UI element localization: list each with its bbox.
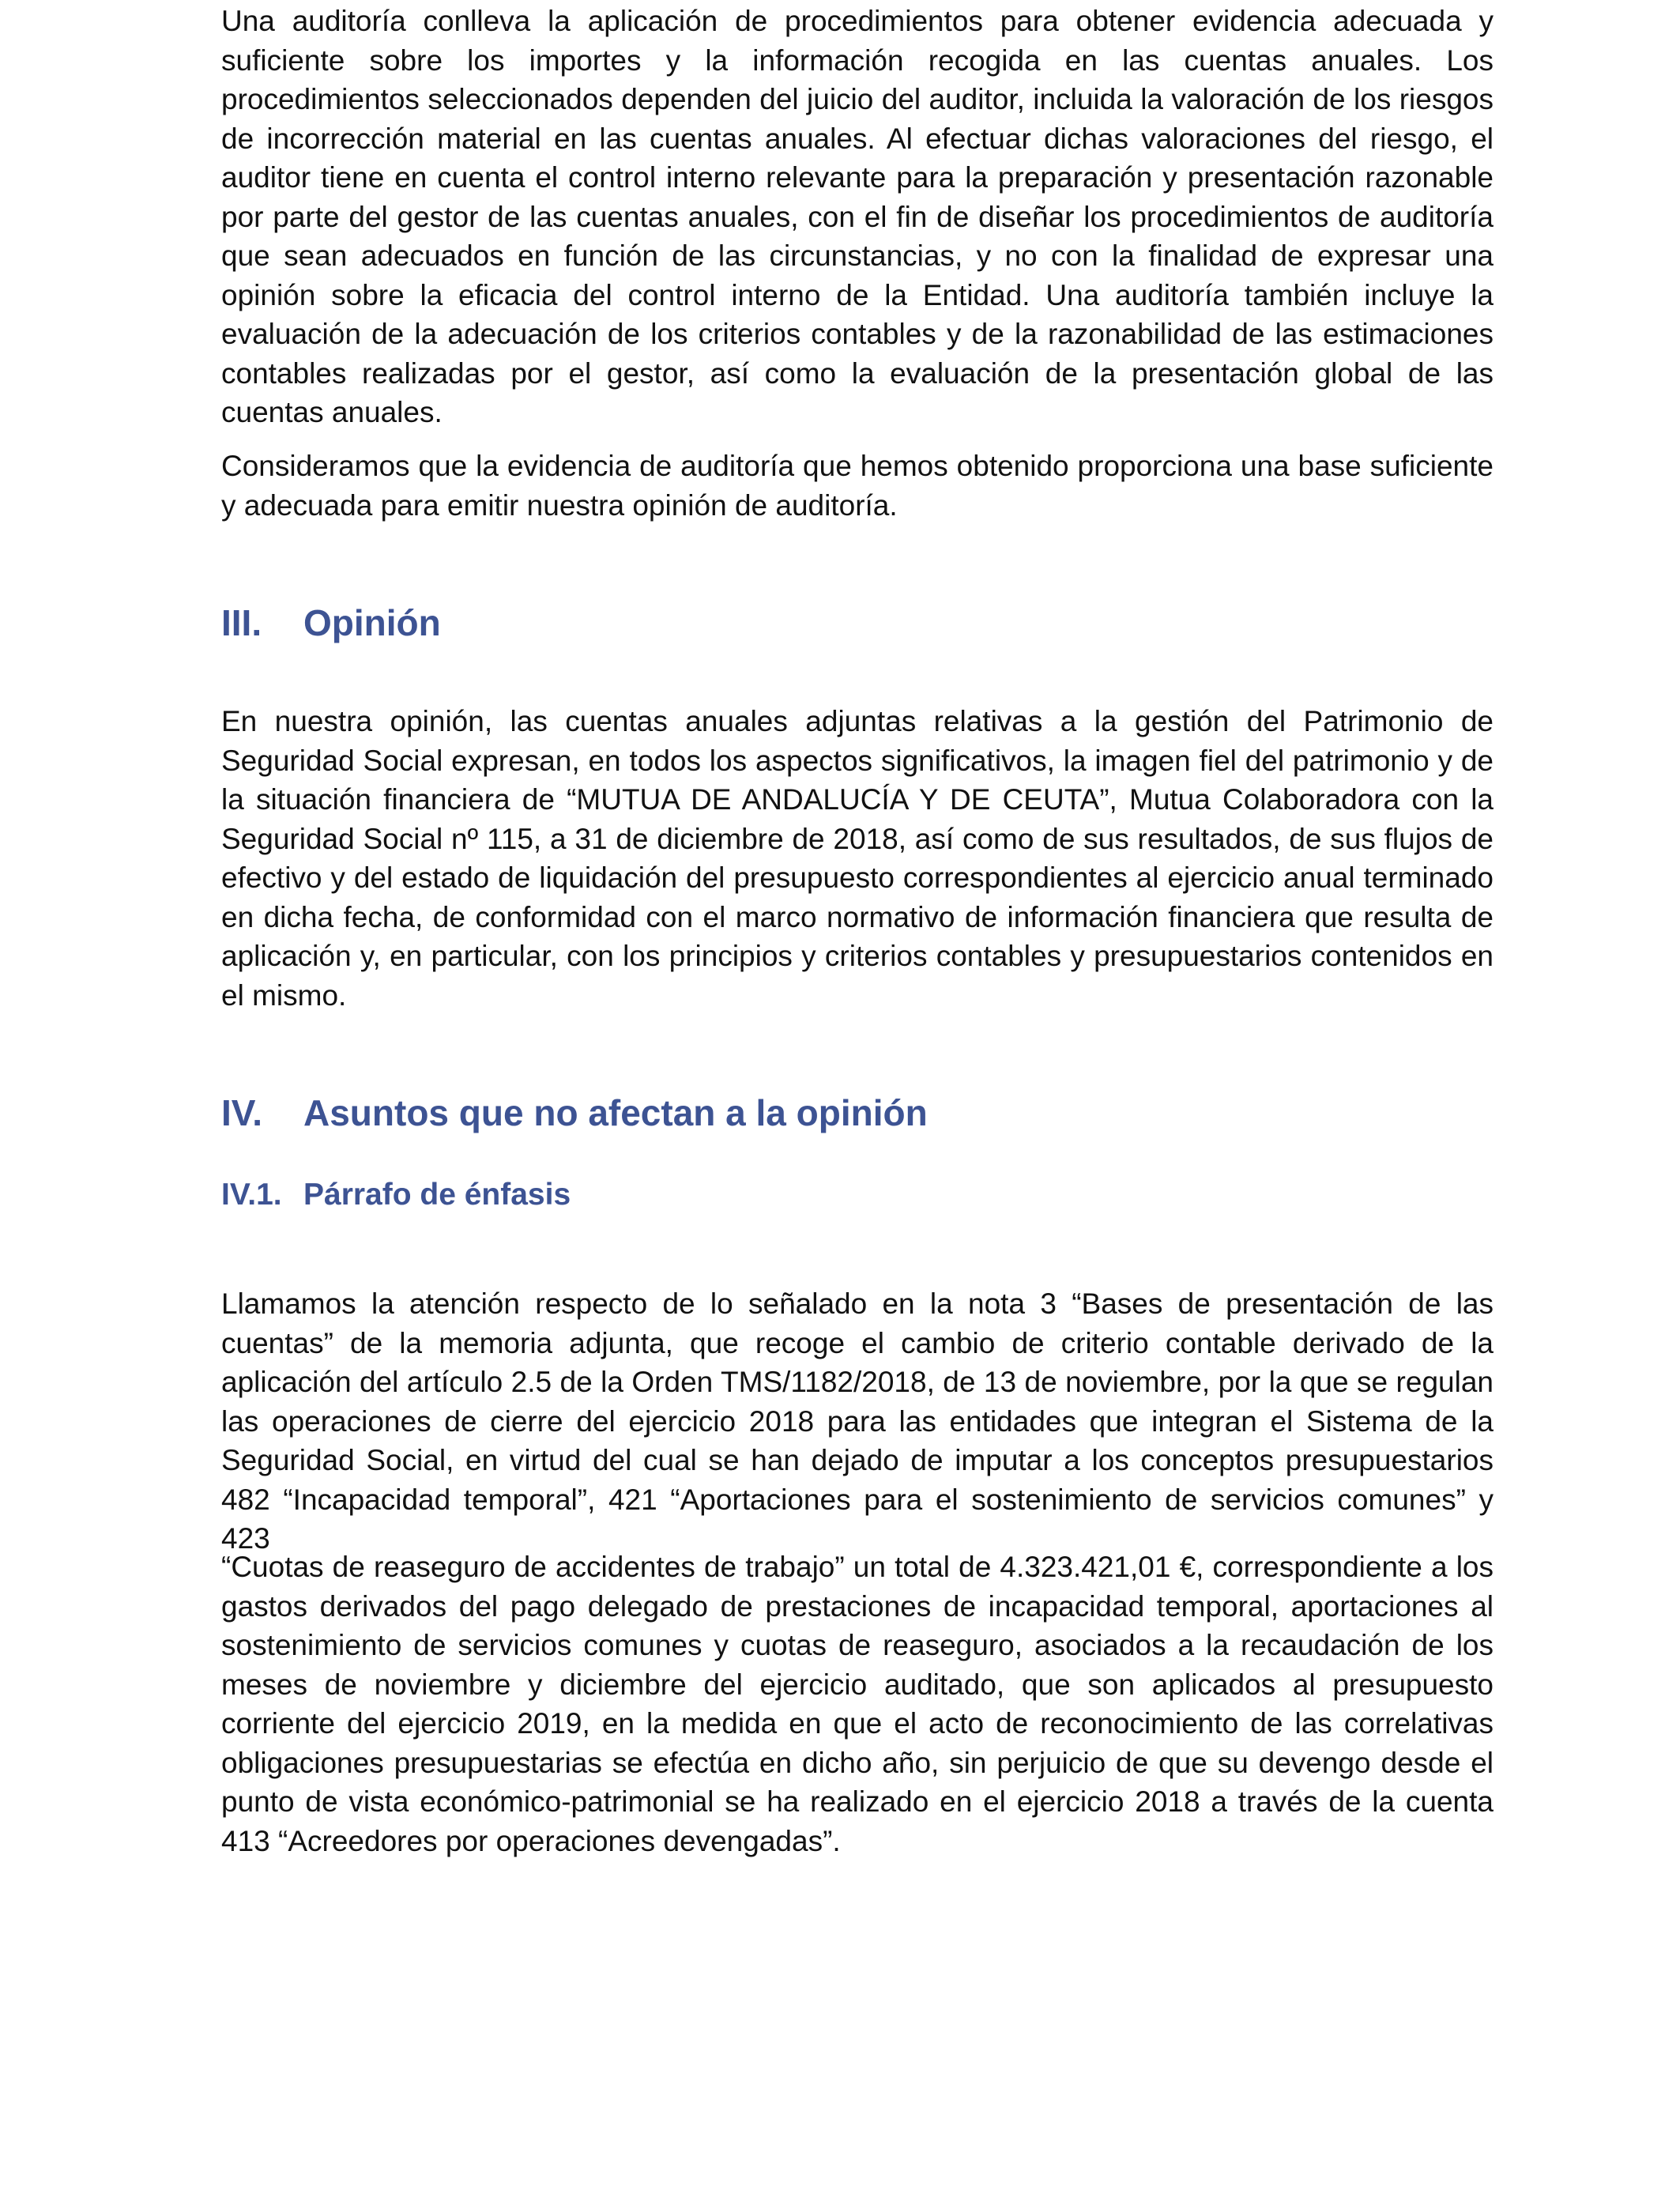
subsection-number: IV.1.	[221, 1178, 282, 1212]
paragraph-audit-procedures: Una auditoría conlleva la aplicación de procedimientos para obtener evidencia adecuada y suficiente sobre los importes y la información recogida en las cuentas anuales. Los procedimientos seleccionados dependen del juicio del auditor, incluida la valoración de los riesgos de incorrección material en las cuentas anuales. Al efectuar dichas valoraciones del riesgo, el auditor tiene en cuenta el control interno relevante para la preparación y presentación razonable por parte del gestor de las cuentas anuales, con el fin de diseñar los procedimientos de auditoría que sean adecuados en función de las circunstancias, y no con la finalidad de expresar una opinión sobre la eficacia del control interno de la Entidad. Una auditoría también incluye la evaluación de la adecuación de los criterios contables y de la razonabilidad de las estimaciones contables realizadas por el gestor, así como la evaluación de la presentación global de las cuentas anuales.	[221, 5, 1494, 428]
section-title: Opinión	[303, 602, 441, 643]
subsection-title: Párrafo de énfasis	[303, 1178, 571, 1212]
section-title: Asuntos que no afectan a la opinión	[303, 1092, 928, 1133]
section-heading-opinion	[221, 601, 441, 645]
section-heading-matters	[221, 1091, 928, 1135]
paragraph-audit-evidence: Consideramos que la evidencia de auditoría que hemos obtenido proporciona una base suficiente y adecuada para emitir nuestra opinión de auditoría.	[221, 450, 1494, 522]
paragraph-emphasis-part2: “Cuotas de reaseguro de accidentes de trabajo” un total de 4.323.421,01 €, correspondiente a los gastos derivados del pago delegado de prestaciones de incapacidad temporal, aportaciones al sostenimiento de servicios comunes y cuotas de reaseguro, asociados a la recaudación de los meses de noviembre y diciembre del ejercicio auditado, que son aplicados al presupuesto corriente del ejercicio 2019, en la medida en que el acto de reconocimiento de las correlativas obligaciones presupuestarias se efectúa en dicho año, sin perjuicio de que su devengo desde el punto de vista económico-patrimonial se ha realizado en el ejercicio 2018 a través de la cuenta 413 “Acreedores por operaciones devengadas”.	[221, 1551, 1494, 1857]
paragraph-opinion: En nuestra opinión, las cuentas anuales adjuntas relativas a la gestión del Patrimonio de Seguridad Social expresan, en todos los aspectos significativos, la imagen fiel del patrimonio y de la situación financiera de “MUTUA DE ANDALUCÍA Y DE CEUTA”, Mutua Colaboradora con la Seguridad Social nº 115, a 31 de diciembre de 2018, así como de sus resultados, de sus flujos de efectivo y del estado de liquidación del presupuesto correspondientes al ejercicio anual terminado en dicha fecha, de conformidad con el marco normativo de información financiera que resulta de aplicación y, en particular, con los principios y criterios contables y presupuestarios contenidos en el mismo.	[221, 705, 1494, 1012]
paragraph-emphasis-part1: Llamamos la atención respecto de lo señalado en la nota 3 “Bases de presentación de las cuentas” de la memoria adjunta, que recoge el cambio de criterio contable derivado de la aplicación del artículo 2.5 de la Orden TMS/1182/2018, de 13 de noviembre, por la que se regulan las operaciones de cierre del ejercicio 2018 para las entidades que integran el Sistema de la Seguridad Social, en virtud del cual se han dejado de imputar a los conceptos presupuestarios 482 “Incapacidad temporal”, 421 “Aportaciones para el sostenimiento de servicios comunes” y 423	[221, 1287, 1494, 1555]
section-number: III.	[221, 602, 262, 643]
subsection-heading-emphasis	[221, 1176, 571, 1214]
section-number: IV.	[221, 1092, 263, 1133]
